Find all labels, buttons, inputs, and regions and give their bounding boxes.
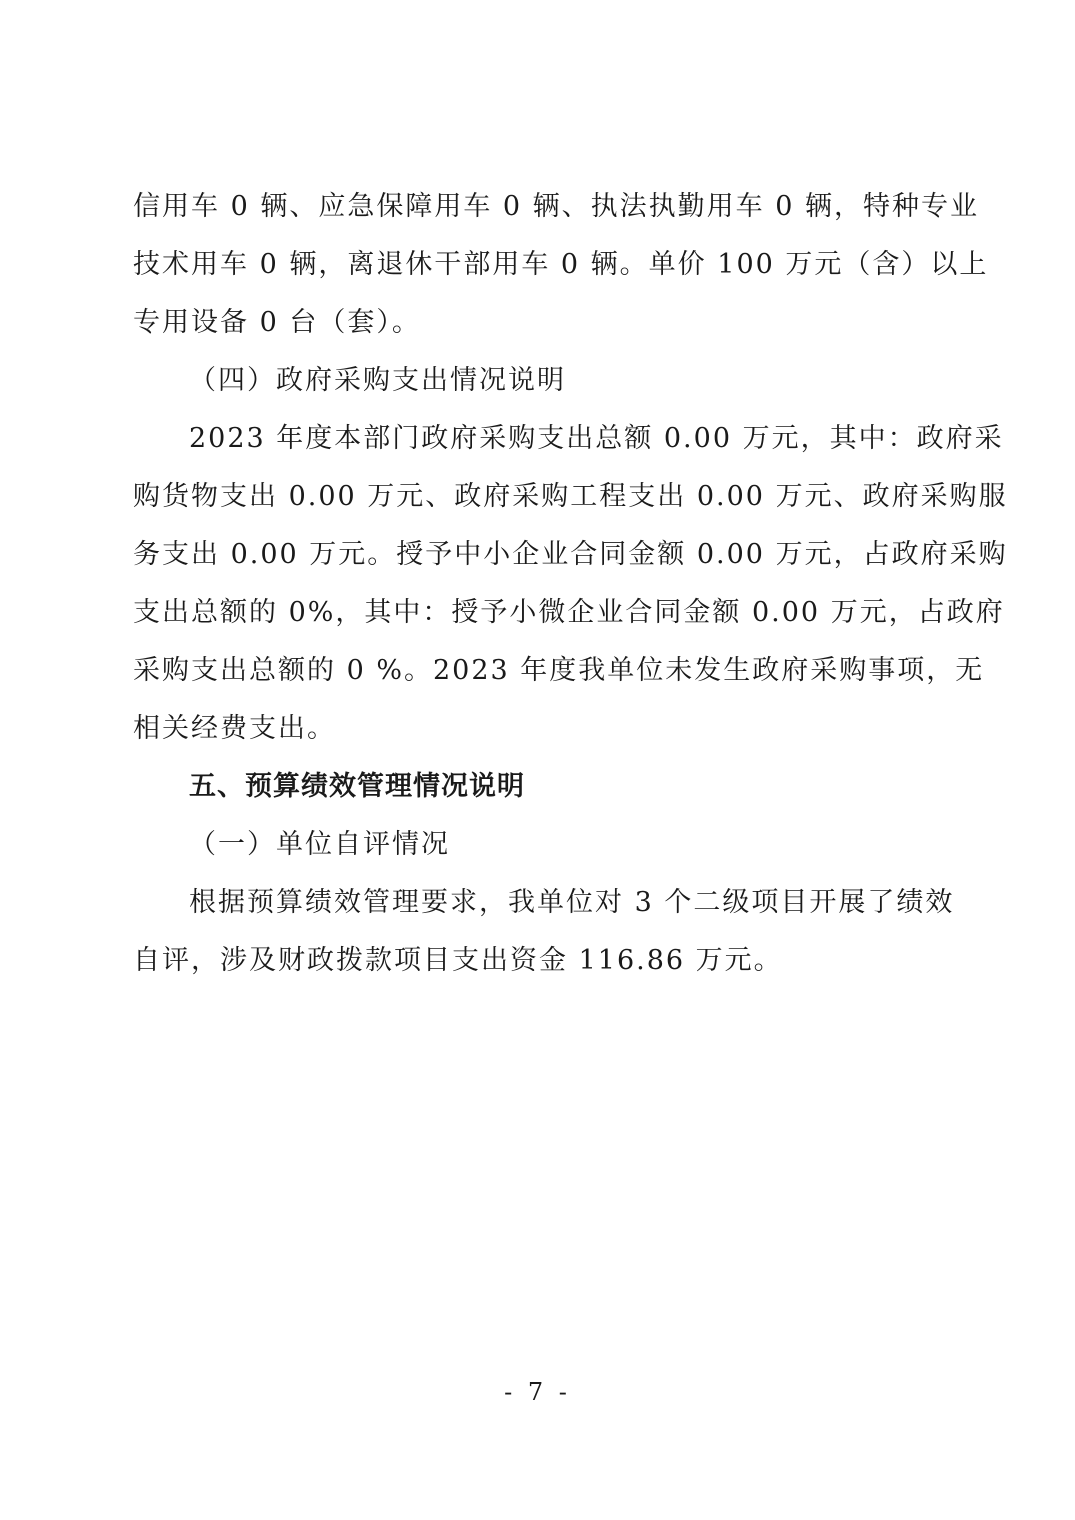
paragraph-line: 相关经费支出。 (133, 713, 336, 744)
section-5-heading: 五、预算绩效管理情况说明 (189, 771, 525, 802)
section-5-1-paragraph (133, 874, 955, 990)
paragraph-line: 2023 年度本部门政府采购支出总额 0.00 万元，其中：政府采 (189, 423, 1004, 454)
section-4-heading: （四）政府采购支出情况说明 (189, 365, 566, 396)
document-body (133, 178, 1008, 990)
paragraph-line: 采购支出总额的 0 %。2023 年度我单位未发生政府采购事项，无 (133, 655, 985, 686)
section-4-paragraph (133, 410, 1008, 758)
paragraph-line: 技术用车 0 辆，离退休干部用车 0 辆。单价 100 万元（含）以上 (133, 249, 989, 280)
paragraph-line: 根据预算绩效管理要求，我单位对 3 个二级项目开展了绩效 (189, 887, 955, 918)
paragraph-line: 购货物支出 0.00 万元、政府采购工程支出 0.00 万元、政府采购服 (133, 481, 1008, 512)
paragraph-line: 信用车 0 辆、应急保障用车 0 辆、执法执勤用车 0 辆，特种专业 (133, 191, 980, 222)
intro-paragraph (133, 178, 989, 352)
paragraph-line: 务支出 0.00 万元。授予中小企业合同金额 0.00 万元，占政府采购 (133, 539, 1008, 570)
paragraph-line: 自评，涉及财政拨款项目支出资金 116.86 万元。 (133, 945, 783, 976)
paragraph-line: 专用设备 0 台（套）。 (133, 307, 421, 338)
page-number: - 7 - (504, 1378, 571, 1406)
section-5-1-heading: （一）单位自评情况 (189, 829, 450, 860)
paragraph-line: 支出总额的 0%，其中：授予小微企业合同金额 0.00 万元，占政府 (133, 597, 1005, 628)
